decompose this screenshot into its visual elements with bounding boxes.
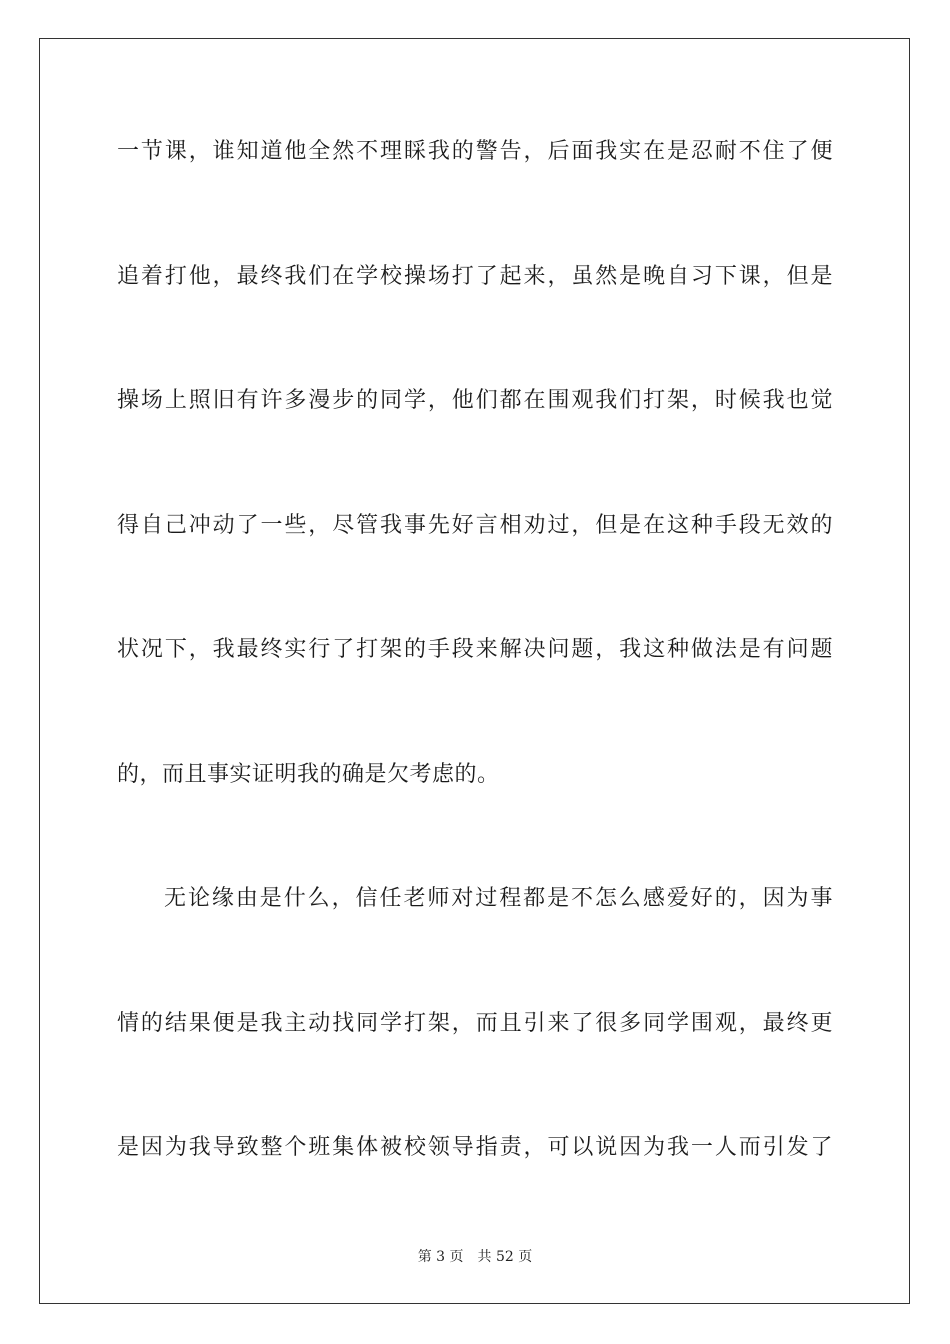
page-total: 共 52 页: [477, 1249, 533, 1265]
page-footer: [0, 1248, 950, 1266]
text-line: 得自己冲动了一些，尽管我事先好言相劝过，但是在这种手段无效的: [117, 513, 833, 538]
text-line: 的，而且事实证明我的确是欠考虑的。: [117, 762, 500, 787]
text-line-indented: 无论缘由是什么，信任老师对过程都是不怎么感爱好的，因为事: [164, 886, 833, 911]
text-line: 是因为我导致整个班集体被校领导指责，可以说因为我一人而引发了: [117, 1135, 833, 1160]
text-line: 操场上照旧有许多漫步的同学，他们都在围观我们打架，时候我也觉: [117, 388, 833, 413]
text-line: 一节课，谁知道他全然不理睬我的警告，后面我实在是忍耐不住了便: [117, 139, 833, 164]
text-line: 情的结果便是我主动找同学打架，而且引来了很多同学围观，最终更: [117, 1011, 833, 1036]
page-frame: [39, 38, 910, 1304]
text-line: 追着打他，最终我们在学校操场打了起来，虽然是晚自习下课，但是: [117, 264, 833, 289]
text-line: 状况下，我最终实行了打架的手段来解决问题，我这种做法是有问题: [117, 637, 833, 662]
page-number: 第 3 页: [417, 1249, 464, 1265]
